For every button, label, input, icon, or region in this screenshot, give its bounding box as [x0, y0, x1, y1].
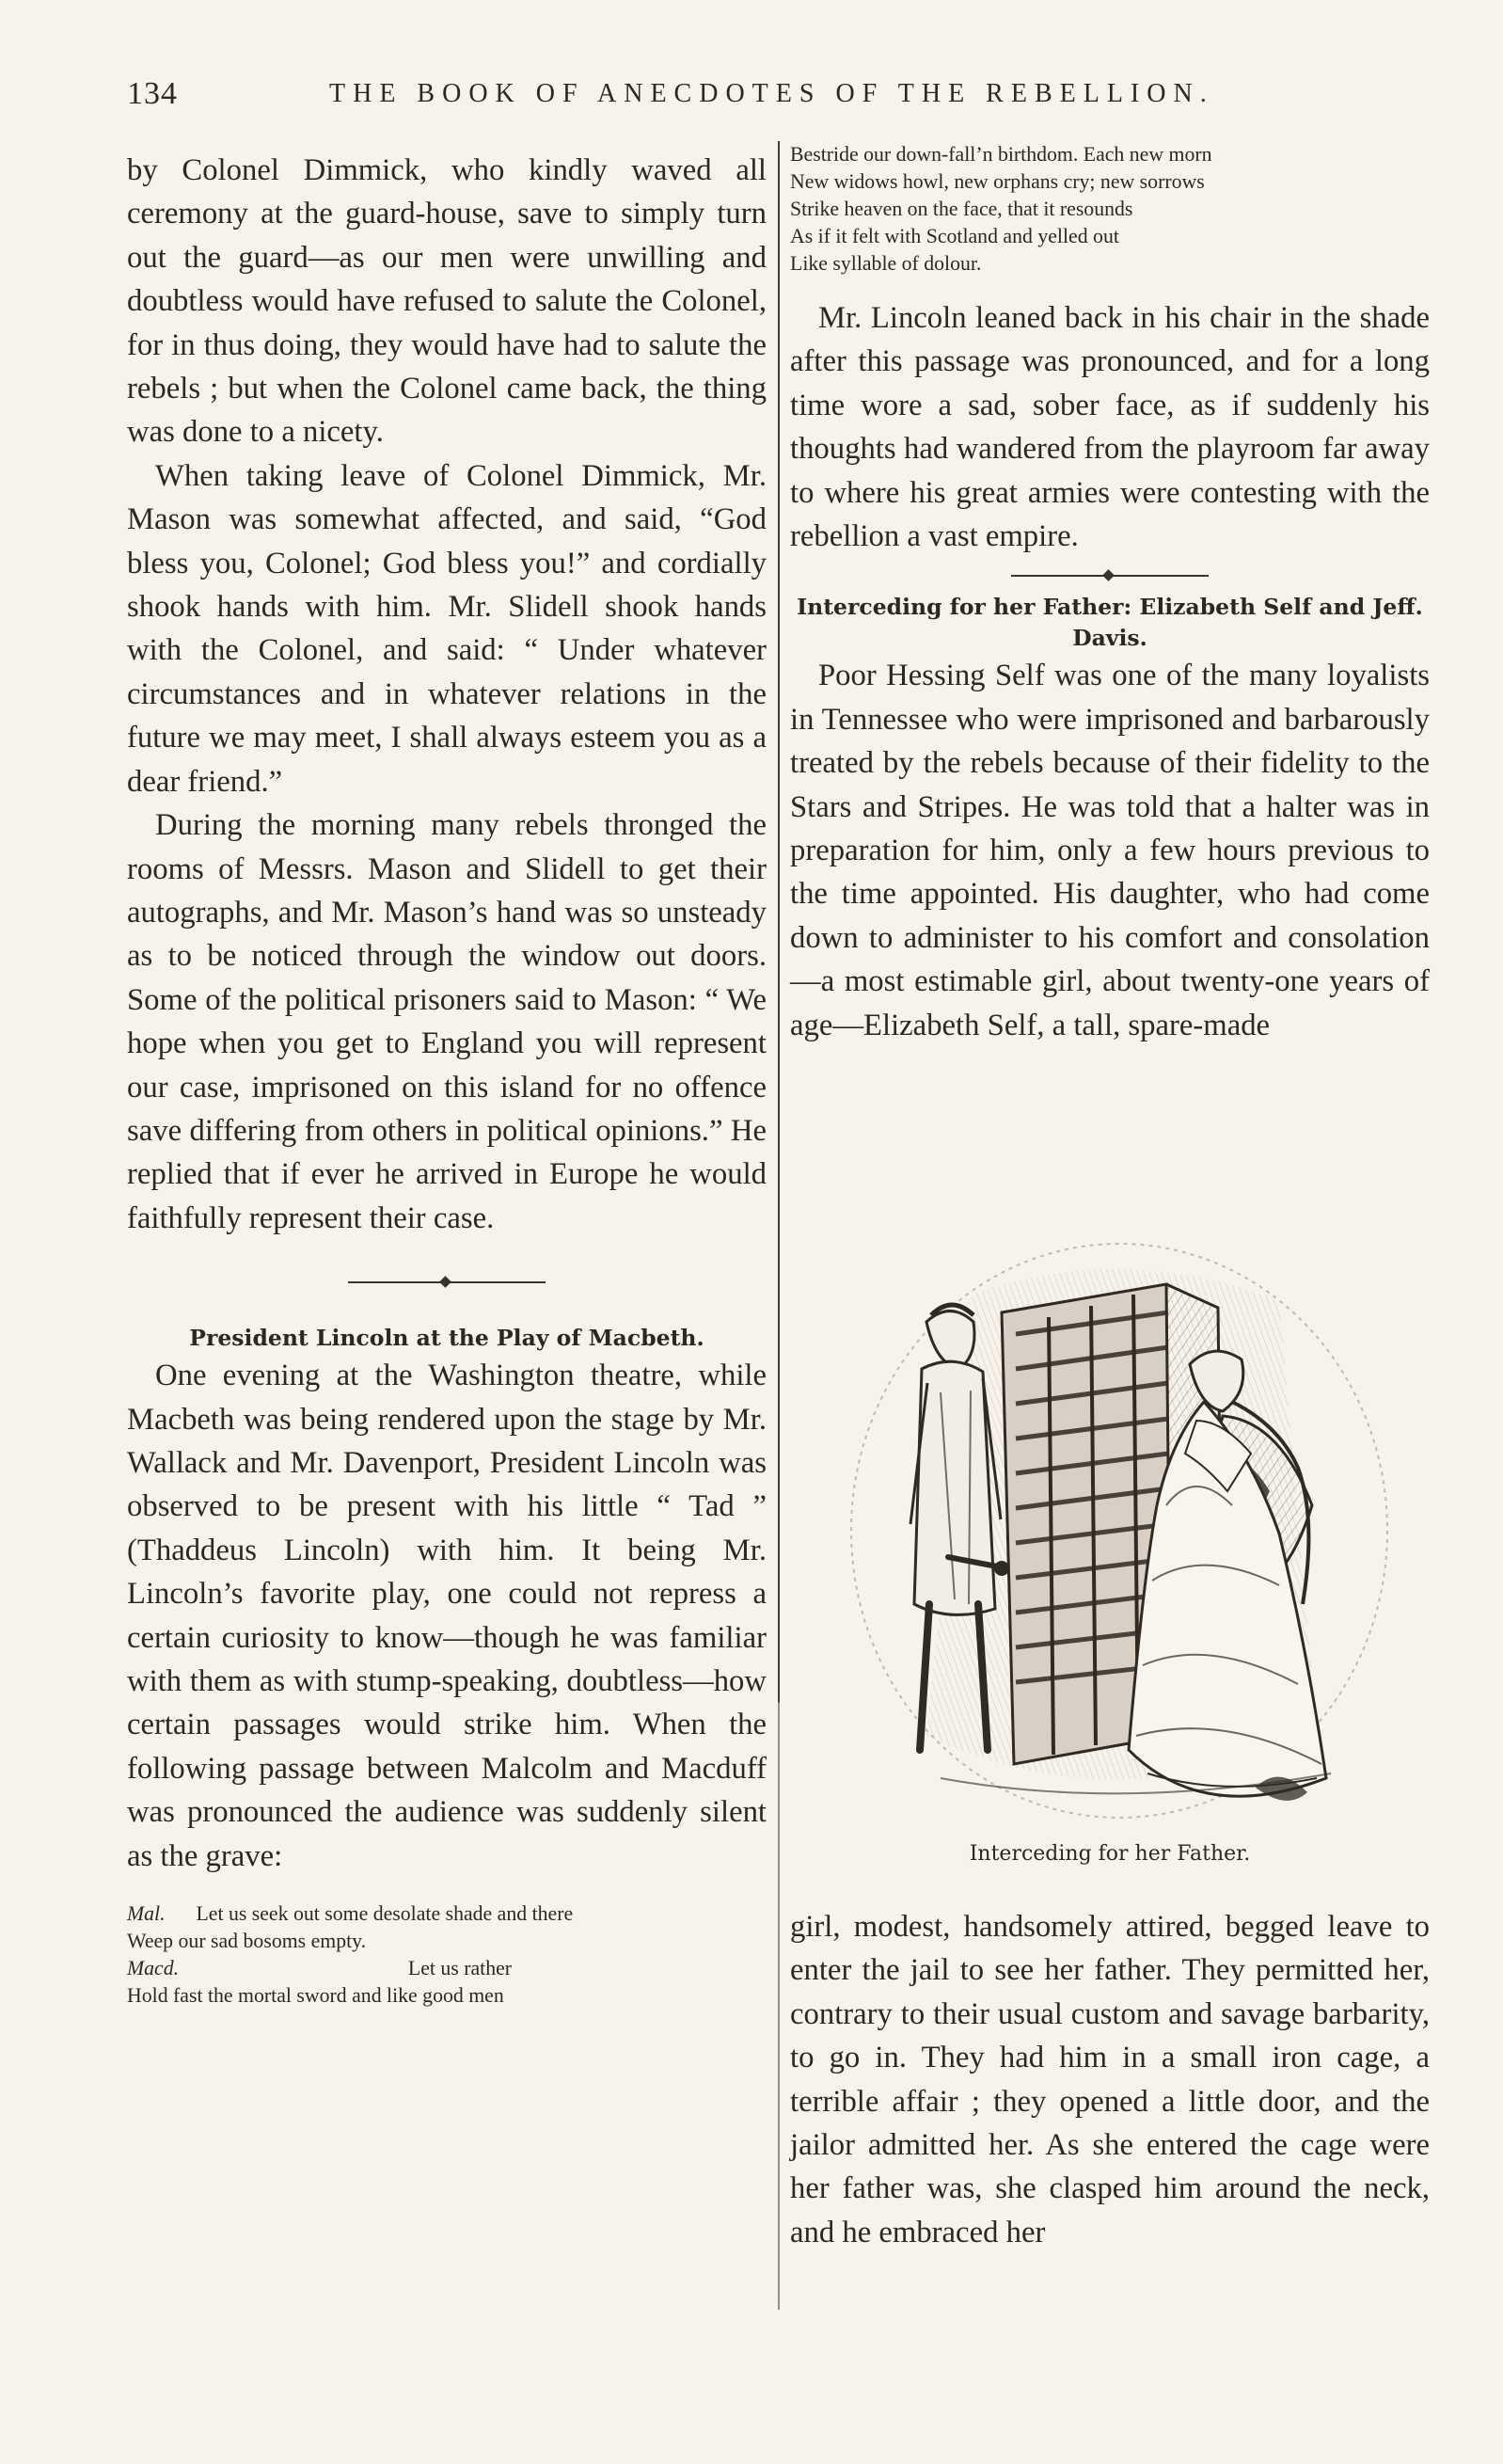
- section-ornament: [348, 1276, 546, 1289]
- right-column-continuation: [790, 1905, 1430, 2254]
- poem-line: As if it felt with Scotland and yelled out: [790, 225, 1119, 247]
- macbeth-paragraph: One evening at the Washington theatre, while Macbeth was being rendered upon the stage by Mr. Wallack and Mr. Davenport, President Lincoln was observed to be present with his little “ Tad ” (Thaddeus Lincoln) with him. It being Mr. Lincoln’s favorite play, one could not repress a certain curiosity to know—though he was familiar with them as with stump-speaking, doubtless—how certain passages would strike him. When the following passage between Malcolm and Macduff was pronounced the audience was suddenly silent as the grave:: [127, 1359, 767, 1873]
- lincoln-reaction-paragraph: Mr. Lincoln leaned back in his chair in the shade after this passage was pronounced, and for a long time wore a sad, sober face, as if suddenly his thoughts had wandered from the playroom far away to where his great armies were contesting with the rebellion a vast empire.: [790, 301, 1430, 554]
- poem-line: Hold fast the mortal sword and like good men: [127, 1984, 504, 2008]
- book-title: THE BOOK OF ANECDOTES OF THE REBELLION.: [329, 79, 1214, 108]
- left-column: [127, 149, 767, 2010]
- interceding-section-heading: Interceding for her Father: Elizabeth Self and Jeff. Davis.: [797, 594, 1423, 652]
- right-column: [790, 141, 1430, 1047]
- left-paragraph-1: by Colonel Dimmick, who kindly waved all ceremony at the guard-house, save to simply turn out the guard—as our men were unwilling and doubtless would have refused to salute the Colonel, for in thus doing, they would have had to salute the rebels ; but when the Colonel came back, the thing was done to a nicety.: [127, 153, 767, 450]
- poem-line: Like syllable of dolour.: [790, 252, 982, 275]
- poem-continuation: [790, 141, 1430, 278]
- poem-line: New widows howl, new orphans cry; new sorrows: [790, 170, 1205, 193]
- poem-line: Weep our sad bosoms empty.: [127, 1930, 367, 1953]
- macbeth-poem: [127, 1900, 767, 2010]
- poem-text: Let us rather: [407, 1957, 513, 1980]
- engraving-illustration: [837, 1223, 1392, 1835]
- left-paragraph-3: During the morning many rebels thronged the rooms of Messrs. Mason and Slidell to get their autographs, and Mr. Mason’s hand was so unsteady as to be noticed through the window out doors. Some of the political prisoners said to Mason: “ We hope when you get to England you will represent our case, imprisoned on this island for no offence save differing from others in political opinions.” He replied that if ever he arrived in Europe he would faithfully represent their case.: [127, 808, 767, 1235]
- poem-line: Bestride our down-fall’n birthdom. Each new morn: [790, 143, 1212, 166]
- interceding-illustration: [837, 1223, 1392, 1835]
- section-ornament: [1011, 569, 1209, 582]
- after-caption-paragraph: girl, modest, handsomely attired, begged leave to enter the jail to see her father. They permitted her, contrary to their usual custom and savage barbarity, to go in. They had him in a small iron cage, a terrible affair ; they opened a little door, and the jailor admitted her. As she entered the cage were her father was, she clasped him around the neck, and he embraced her: [790, 1910, 1430, 2249]
- poem-line: Strike heaven on the face, that it resounds: [790, 198, 1133, 220]
- macbeth-section-heading: President Lincoln at the Play of Macbeth.: [189, 1325, 704, 1352]
- speaker-label: Mal.: [127, 1902, 166, 1926]
- page-number: 134: [127, 76, 178, 111]
- running-head: [127, 68, 1284, 120]
- speaker-label: Macd.: [127, 1957, 180, 1980]
- left-paragraph-2: When taking leave of Colonel Dimmick, Mr. Mason was somewhat affected, and said, “God bless you, Colonel; God bless you!” and cordially shook hands with him. Mr. Slidell shook hands with the Colonel, and said: “ Under whatever circumstances and in whatever relations in the future we may meet, I shall always esteem you as a dear friend.”: [127, 458, 767, 799]
- illustration-caption: Interceding for her Father.: [969, 1842, 1251, 1866]
- poem-line: [127, 1900, 767, 1928]
- poem-text: Let us seek out some desolate shade and there: [196, 1902, 574, 1926]
- poem-line: [127, 1955, 767, 1982]
- column-divider: [778, 141, 780, 2310]
- interceding-paragraph: Poor Hessing Self was one of the many loyalists in Tennessee who were imprisoned and barbarously treated by the rebels because of their fidelity to the Stars and Stripes. He was told that a halter was in preparation for him, only a few hours previous to the time appointed. His daughter, who had come down to administer to his comfort and consolation—a most estimable girl, about twenty-one years of age—Elizabeth Self, a tall, spare-made: [790, 659, 1430, 1042]
